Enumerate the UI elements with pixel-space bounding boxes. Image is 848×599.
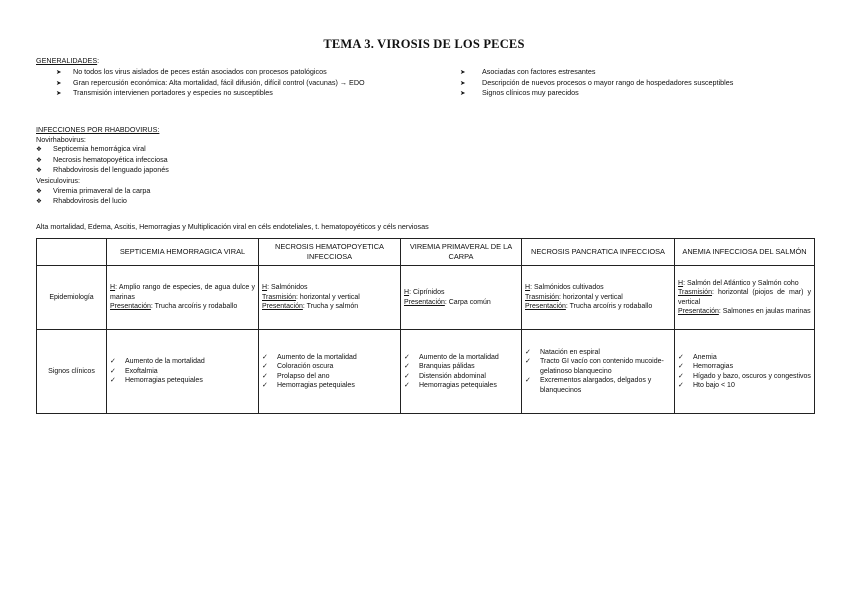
- check-icon: ✓: [404, 363, 410, 371]
- column-header: NECROSIS PANCRATICA INFECCIOSA: [522, 239, 675, 266]
- column-header: SEPTICEMIA HEMORRAGICA VIRAL: [107, 239, 259, 266]
- list-item: ✓ Hemorragias petequiales: [404, 381, 497, 389]
- arrow-bullet-icon: ➤: [460, 69, 466, 76]
- check-list: [404, 353, 518, 391]
- list-item: ❖ Necrosis hematopoyética infecciosa: [36, 154, 168, 164]
- list-item: ❖ Viremia primaveral de la carpa: [36, 185, 151, 195]
- diamond-bullet-icon: ❖: [36, 156, 42, 164]
- table-cell: [107, 266, 259, 330]
- diamond-bullet-icon: ❖: [36, 198, 42, 206]
- list-item: ➤ Signos clínicos muy parecidos: [460, 88, 579, 98]
- table-cell: [675, 266, 815, 330]
- list-item: ✓ Distensión abdominal: [404, 372, 486, 380]
- list-item: ✓ Hemorragias petequiales: [110, 377, 203, 385]
- check-list: [262, 353, 397, 391]
- column-header: ANEMIA INFECCIOSA DEL SALMÓN: [675, 239, 815, 266]
- cell-line: Trasmisión: horizontal y vertical: [262, 293, 360, 301]
- rhabdovirus-heading: INFECCIONES POR RHABDOVIRUS:: [36, 125, 160, 134]
- list-item: ✓ Exoftalmia: [110, 367, 158, 375]
- table-cell: [107, 330, 259, 414]
- novirhabovirus-label: Novirhabovirus:: [36, 134, 86, 144]
- list-item: ✓ Branquias pálidas: [404, 363, 475, 371]
- table-cell: [522, 330, 675, 414]
- check-icon: ✓: [110, 377, 116, 385]
- check-icon: ✓: [110, 367, 116, 375]
- page-title: TEMA 3. VIROSIS DE LOS PECES: [323, 37, 525, 51]
- cell-line: H: Salmón del Atlántico y Salmón coho: [678, 279, 799, 287]
- list-item: ➤ Asociadas con factores estresantes: [460, 67, 596, 76]
- cell-line: Presentación: Trucha arcoíris y rodaballo: [525, 303, 653, 311]
- list-item: ✓ Hígado y bazo, oscuros y congestivos: [678, 372, 811, 380]
- list-item: ✓ Coloración oscura: [262, 363, 334, 371]
- check-list: [678, 353, 811, 391]
- cell-line: Trasmisión: horizontal (piojos de mar) y vertical: [678, 289, 811, 306]
- generalidades-left-list: [36, 67, 456, 99]
- arrow-bullet-icon: ➤: [56, 69, 62, 76]
- diamond-bullet-icon: ❖: [36, 146, 42, 154]
- list-item: ✓ Prolapso del ano: [262, 372, 330, 380]
- check-icon: ✓: [262, 353, 268, 361]
- check-list: [110, 357, 255, 385]
- table-row: [37, 266, 815, 330]
- arrow-bullet-icon: ➤: [460, 90, 466, 98]
- list-item: ➤ Descripción de nuevos procesos o mayor rango de hospedadores susceptibles: [460, 77, 734, 87]
- cell-line: H: Salmónidos: [262, 284, 308, 292]
- check-icon: ✓: [678, 381, 684, 389]
- check-icon: ✓: [262, 381, 268, 389]
- list-item: ✓ Natación en espiral: [525, 348, 600, 356]
- list-item: ❖ Rhabdovirosis del lucio: [36, 196, 127, 206]
- table-cell: [259, 266, 401, 330]
- check-icon: ✓: [678, 372, 684, 380]
- check-icon: ✓: [404, 353, 410, 361]
- vesiculovirus-label: Vesiculovirus:: [36, 175, 80, 185]
- check-icon: ✓: [110, 358, 116, 366]
- cell-line: Presentación: Trucha y salmón: [262, 303, 359, 311]
- rhabdovirus-section: [36, 125, 536, 207]
- arrow-bullet-icon: ➤: [56, 90, 62, 98]
- generalidades-heading-row: [36, 56, 99, 66]
- check-icon: ✓: [678, 353, 684, 361]
- diamond-bullet-icon: ❖: [36, 187, 42, 195]
- list-item: ➤ Gran repercusión económica: Alta mortalidad, fácil difusión, difícil control (vacunas) → EDO: [36, 78, 456, 89]
- cell-line: Presentación: Trucha arcoíris y rodaballo: [110, 303, 238, 311]
- table-cell: [401, 330, 522, 414]
- list-item: ✓ Aumento de la mortalidad: [404, 353, 499, 361]
- column-header: VIREMIA PRIMAVERAL DE LA CARPA: [401, 239, 522, 266]
- list-item: ✓ Hemorragias: [678, 363, 734, 371]
- arrow-bullet-icon: ➤: [460, 79, 466, 87]
- cell-line: H: Amplio rango de especies, de agua dulce y marinas: [110, 284, 255, 301]
- list-item: ➤ Transmisión intervienen portadores y especies no susceptibles: [36, 88, 456, 99]
- check-icon: ✓: [404, 381, 410, 389]
- check-icon: ✓: [525, 348, 531, 356]
- table-header-row: [37, 239, 815, 266]
- cell-line: Trasmisión: horizontal y vertical: [525, 293, 623, 301]
- check-icon: ✓: [525, 358, 531, 366]
- check-icon: ✓: [678, 363, 684, 371]
- cell-line: Presentación: Carpa común: [404, 298, 491, 306]
- list-item: ✓ Excrementos alargados, delgados y blanquecinos: [525, 377, 652, 394]
- list-item: ✓ Aumento de la mortalidad: [262, 353, 357, 361]
- column-header: NECROSIS HEMATOPOYETICA INFECCIOSA: [259, 239, 401, 266]
- table-cell: [522, 266, 675, 330]
- table-row: [37, 330, 815, 414]
- list-item: ❖ Septicemia hemorrágica viral: [36, 144, 146, 154]
- arrow-bullet-icon: ➤: [56, 79, 62, 87]
- list-item: ➤ No todos los virus aislados de peces están asociados con procesos patológicos: [36, 67, 456, 78]
- cell-line: H: Ciprínidos: [404, 289, 445, 297]
- cell-line: H: Salmónidos cultivados: [525, 284, 604, 292]
- generalidades-right-list: [460, 67, 820, 99]
- check-icon: ✓: [262, 372, 268, 380]
- generalidades-heading: GENERALIDADES: [36, 56, 98, 65]
- list-item: ✓ Hemorragias petequiales: [262, 381, 355, 389]
- list-item: ✓ Anemia: [678, 353, 717, 361]
- diamond-bullet-icon: ❖: [36, 167, 42, 175]
- table-cell: [675, 330, 815, 414]
- row-label: Epidemiología: [37, 266, 107, 330]
- cell-line: Presentación: Salmones en jaulas marinas: [678, 307, 811, 315]
- check-icon: ✓: [262, 363, 268, 371]
- table-cell: [259, 330, 401, 414]
- check-icon: ✓: [525, 377, 531, 385]
- virosis-table: [36, 238, 815, 414]
- list-item: ❖ Rhabdovirosis del lenguado japonés: [36, 165, 169, 175]
- check-icon: ✓: [404, 372, 410, 380]
- row-label: Signos clínicos: [37, 330, 107, 414]
- list-item: ✓ Aumento de la mortalidad: [110, 358, 205, 366]
- check-list: [525, 348, 671, 395]
- rhabdovirus-summary: Alta mortalidad, Edema, Ascitis, Hemorragias y Multiplicación viral en céls endoteliales, t. hematopoyéticos y céls nerviosas: [36, 222, 429, 231]
- colon: :: [97, 56, 100, 65]
- table-corner-cell: [37, 239, 107, 266]
- list-item: ✓ Tracto GI vacío con contenido mucoide-gelatinoso blanquecino: [525, 358, 664, 375]
- table-cell: [401, 266, 522, 330]
- list-item: ✓ Hto bajo < 10: [678, 381, 735, 389]
